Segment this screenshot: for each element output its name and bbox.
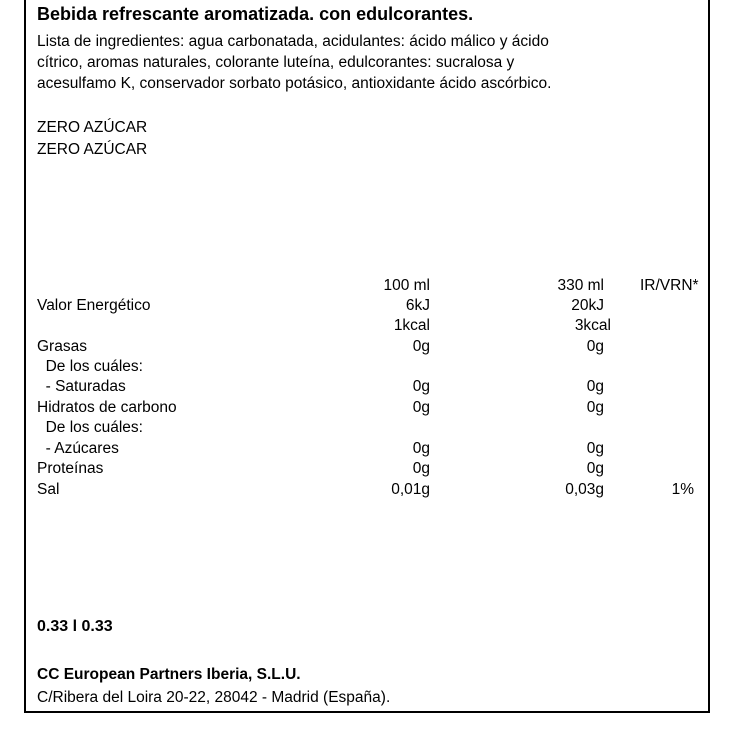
ingredients-line: Lista de ingredientes: agua carbonatada, acidulantes: ácido málico y ácido xyxy=(37,33,549,50)
nutrient-per330: 0,03g xyxy=(565,481,604,498)
nutrient-per100: 0g xyxy=(412,378,430,395)
nutrient-label: Valor Energético xyxy=(37,297,151,314)
nutrient-label: - Saturadas xyxy=(37,378,126,395)
ingredients-line: acesulfamo K, conservador sorbato potásico, antioxidante ácido ascórbico. xyxy=(37,75,552,92)
nutrient-per330: 0g xyxy=(586,338,604,355)
manufacturer-name: CC European Partners Iberia, S.L.U. xyxy=(37,666,301,683)
nutrient-per100: 0g xyxy=(412,460,430,477)
nutrient-per100: 6kJ xyxy=(405,297,430,314)
nutrient-per330: 0g xyxy=(586,460,604,477)
nutrient-label: - Azúcares xyxy=(37,440,119,457)
header-vrn: IR/VRN* xyxy=(640,277,699,294)
claim-text: ZERO AZÚCAR xyxy=(37,141,148,158)
nutrient-per330: 0g xyxy=(586,378,604,395)
claim-text: ZERO AZÚCAR xyxy=(37,119,148,136)
nutrient-label: Sal xyxy=(37,481,60,498)
nutrient-label: Grasas xyxy=(37,338,87,355)
nutrient-per100: 0,01g xyxy=(391,481,430,498)
nutrient-per100: 0g xyxy=(412,399,430,416)
ingredients-line: cítrico, aromas naturales, colorante luteína, edulcorantes: sucralosa y xyxy=(37,54,515,71)
header-per100: 100 ml xyxy=(383,277,430,294)
header-per330: 330 ml xyxy=(557,277,604,294)
nutrient-label: Hidratos de carbono xyxy=(37,399,177,416)
nutrient-label: De los cuáles: xyxy=(37,419,143,436)
product-title: Bebida refrescante aromatizada. con edulcorantes. xyxy=(37,4,474,24)
manufacturer-address: C/Ribera del Loira 20-22, 28042 - Madrid (España). xyxy=(37,689,391,706)
nutrient-per330: 0g xyxy=(586,399,604,416)
nutrient-per330: 20kJ xyxy=(571,297,604,314)
volume-text: 0.33 l 0.33 xyxy=(37,618,113,635)
nutrient-per330: 3kcal xyxy=(574,317,611,334)
nutrient-per100: 0g xyxy=(412,440,430,457)
nutrient-vrn: 1% xyxy=(671,481,694,498)
nutrient-per330: 0g xyxy=(586,440,604,457)
nutrient-label: De los cuáles: xyxy=(37,358,143,375)
nutrient-per100: 0g xyxy=(412,338,430,355)
nutrient-per100: 1kcal xyxy=(393,317,430,334)
nutrient-label: Proteínas xyxy=(37,460,104,477)
